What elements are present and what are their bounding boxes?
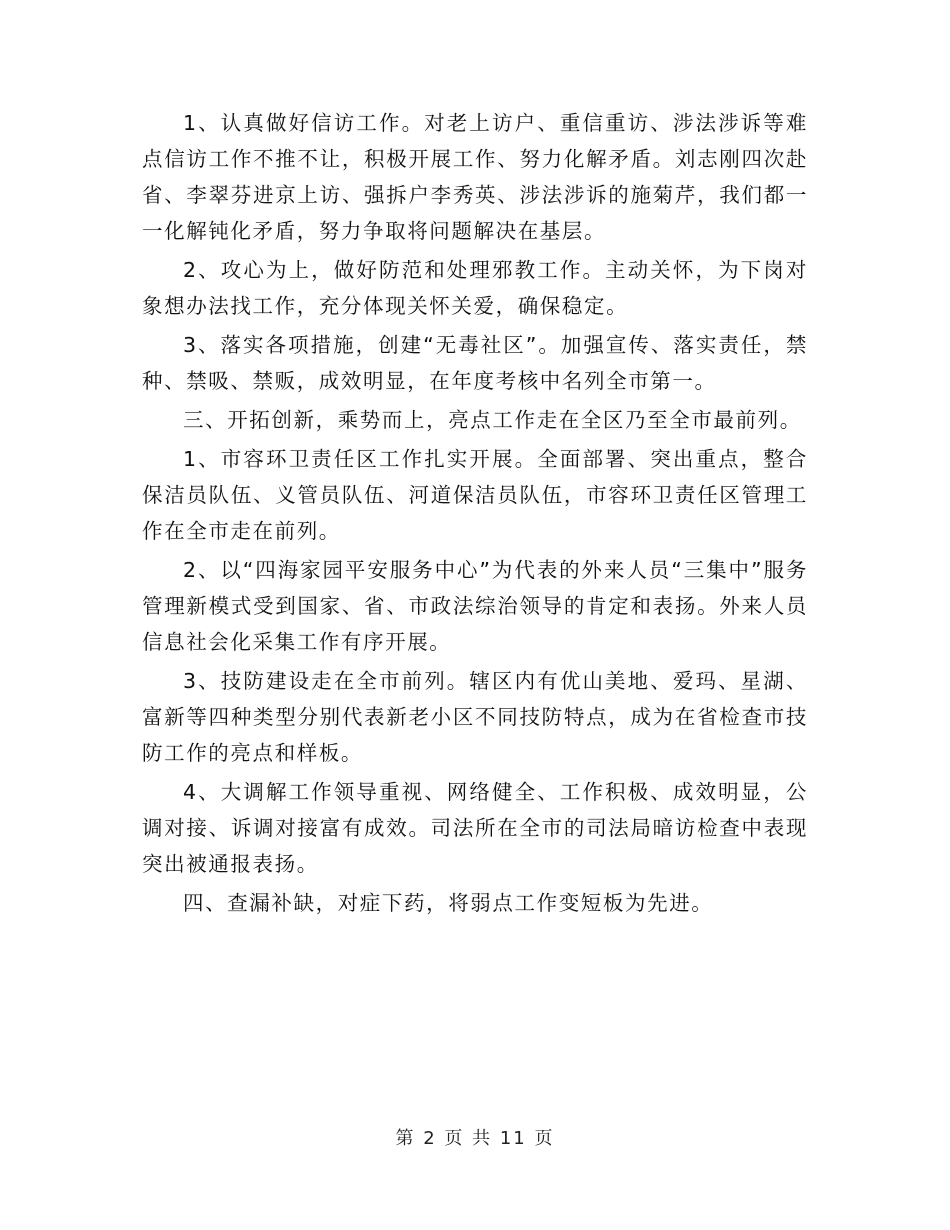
section-heading-innovation: 三、开拓创新，乘势而上，亮点工作走在全区乃至全市最前列。: [183, 408, 802, 432]
paragraph-sanitation-zone: 1、市容环卫责任区工作扎实开展。全面部署、突出重点，整合保洁员队伍、义管员队伍、河道保洁员队伍，市容环卫责任区管理工作在全市走在前列。: [142, 447, 808, 543]
paragraph-petition-work: 1、认真做好信访工作。对老上访户、重信重访、涉法涉诉等难点信访工作不推不让，积极开展工作、努力化解矛盾。刘志刚四次赴省、李翠芬进京上访、强拆户李秀英、涉法涉诉的施菊芹，我们都一一化解钝化矛盾，努力争取将问题解决在基层。: [142, 111, 808, 243]
section-heading-gap-filling: 四、查漏补缺，对症下药，将弱点工作变短板为先进。: [183, 891, 714, 915]
page-number-footer: 第 2 页 共 11 页: [395, 1128, 555, 1149]
paragraph-drug-free-community: 3、落实各项措施，创建“无毒社区”。加强宣传、落实责任，禁种、禁吸、禁贩，成效明显，在年度考核中名列全市第一。: [142, 333, 808, 393]
paragraph-migrant-service: 2、以“四海家园平安服务中心”为代表的外来人员“三集中”服务管理新模式受到国家、省、市政法综治领导的肯定和表扬。外来人员信息社会化采集工作有序开展。: [142, 558, 808, 654]
paragraph-mediation: 4、大调解工作领导重视、网络健全、工作积极、成效明显，公调对接、诉调对接富有成效。司法所在全市的司法局暗访检查中表现突出被通报表扬。: [142, 780, 808, 876]
document-body: [142, 105, 808, 924]
paragraph-tech-security: 3、技防建设走在全市前列。辖区内有优山美地、爱玛、星湖、富新等四种类型分别代表新老小区不同技防特点，成为在省检查市技防工作的亮点和样板。: [142, 669, 808, 765]
paragraph-cult-prevention: 2、攻心为上，做好防范和处理邪教工作。主动关怀，为下岗对象想办法找工作，充分体现关怀关爱，确保稳定。: [142, 258, 808, 318]
